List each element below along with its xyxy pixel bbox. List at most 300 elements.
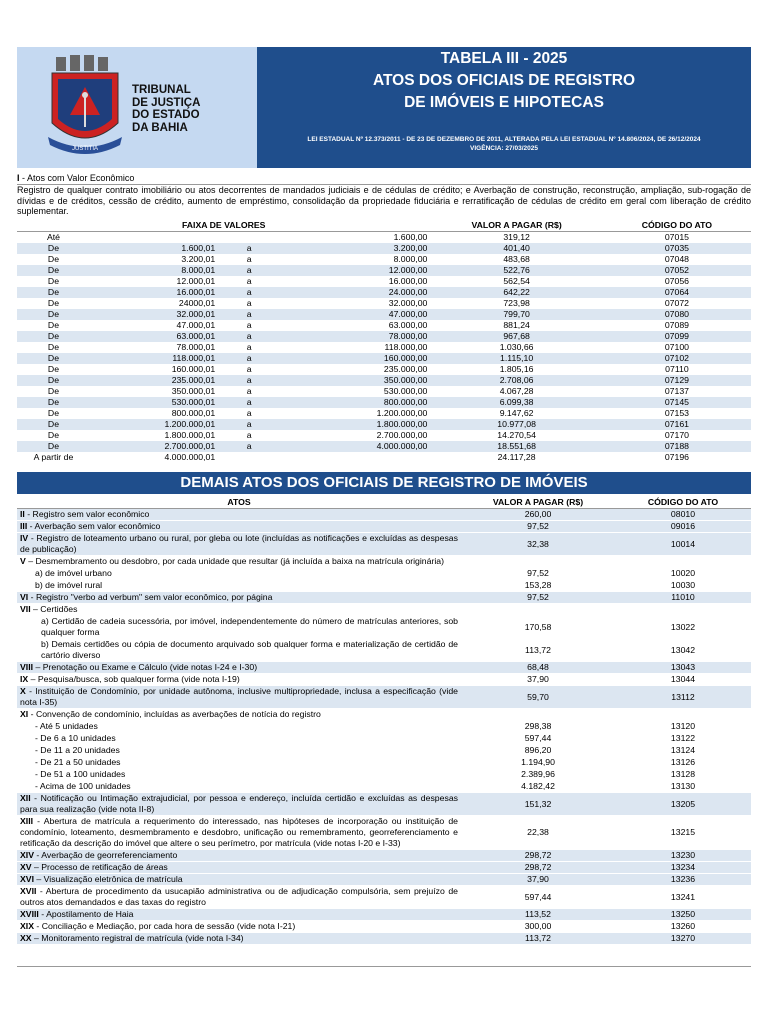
valor-cell: 522,76	[430, 265, 602, 276]
table-row	[17, 909, 751, 921]
act-text: – Desmembramento ou desdobro, por cada unidade que resultar (já incluída a baixa na matrícula originária)	[25, 556, 444, 566]
table-row	[17, 386, 751, 397]
valor-cell: 113,72	[461, 639, 615, 662]
valor-cell: 483,68	[503, 254, 530, 264]
table-row	[17, 419, 751, 430]
act-description	[17, 592, 461, 604]
code-cell: 13124	[615, 745, 751, 757]
col-valor-header-2: VALOR A PAGAR (R$)	[461, 497, 615, 509]
range-separator: a	[218, 441, 280, 452]
act-number: II	[20, 509, 25, 519]
act-text: - Convenção de condomínio, incluídas as averbações de notícia do registro	[28, 709, 321, 719]
code-cell: 13126	[615, 757, 751, 769]
code-cell: 07170	[664, 430, 689, 440]
valor-cell	[461, 604, 615, 616]
code-cell: 07089	[664, 320, 689, 330]
range-prefix: Até	[46, 232, 60, 242]
code-cell: 07153	[664, 408, 689, 418]
valor-cell: 723,98	[503, 298, 530, 308]
range-from: 47.000,01	[176, 320, 216, 330]
act-text: - Acima de 100 unidades	[35, 781, 131, 791]
range-from: 118.000,01	[90, 353, 218, 364]
valor-cell: 37,90	[461, 674, 615, 686]
act-text: – Monitoramento registral de matrícula (vide nota I-34)	[31, 933, 244, 943]
act-text: - De 6 a 10 unidades	[35, 733, 116, 743]
table-row	[17, 430, 751, 441]
valor-cell	[461, 709, 615, 721]
table-row	[17, 298, 751, 309]
valor-cell: 642,22	[430, 287, 602, 298]
table-row	[17, 556, 751, 568]
code-cell: 07064	[603, 287, 751, 298]
range-separator: a	[218, 331, 280, 342]
code-cell: 07048	[664, 254, 689, 264]
valor-cell: 153,28	[461, 580, 615, 592]
code-cell: 07080	[603, 309, 751, 320]
valor-cell: 4.182,42	[461, 781, 615, 793]
code-cell	[615, 556, 751, 568]
range-from: 235.000,01	[90, 375, 218, 386]
range-from: 24000,01	[178, 298, 216, 308]
valor-cell: 6.099,38	[430, 397, 602, 408]
act-text: - Registro "verbo ad verbum" sem valor econômico, por página	[28, 592, 273, 602]
range-prefix: De	[17, 287, 90, 298]
code-cell: 13241	[615, 886, 751, 909]
act-description	[17, 769, 461, 781]
range-from: 4.000.000,01	[164, 452, 216, 462]
act-description	[17, 862, 461, 874]
vigencia: VIGÊNCIA: 27/03/2025	[470, 145, 538, 152]
range-from: 63.000,01	[90, 331, 218, 342]
code-cell: 13042	[615, 639, 751, 662]
act-description	[17, 886, 461, 909]
table-row	[17, 757, 751, 769]
table-row	[17, 921, 751, 933]
range-from: 1.200.000,01	[90, 419, 218, 430]
code-cell: 07052	[603, 265, 751, 276]
table-row	[17, 243, 751, 254]
table-row	[17, 397, 751, 408]
code-cell: 13120	[615, 721, 751, 733]
valor-cell: 1.194,90	[461, 757, 615, 769]
valor-cell: 151,32	[461, 793, 615, 816]
range-separator: a	[218, 287, 280, 298]
valor-cell: 1.805,16	[499, 364, 534, 374]
bottom-rule	[17, 966, 751, 967]
valor-cell	[461, 556, 615, 568]
range-prefix: De	[47, 408, 60, 418]
valor-cell: 97,52	[461, 592, 615, 604]
range-separator: a	[246, 276, 252, 286]
act-description	[17, 793, 461, 816]
valor-cell: 14.270,54	[497, 430, 536, 440]
act-description	[17, 733, 461, 745]
table-row	[17, 521, 751, 533]
range-prefix: De	[47, 320, 60, 330]
table-row	[17, 662, 751, 674]
range-to: 800.000,00	[280, 397, 430, 408]
table-row	[17, 745, 751, 757]
range-to: 47.000,00	[280, 309, 430, 320]
act-text: - De 11 a 20 unidades	[35, 745, 120, 755]
range-separator: a	[246, 386, 252, 396]
code-cell: 07015	[664, 232, 689, 242]
code-cell: 13022	[615, 616, 751, 639]
table-row	[17, 686, 751, 709]
value-range-table	[17, 220, 751, 463]
table-subtitle-2: DE IMÓVEIS E HIPOTECAS	[404, 94, 604, 111]
table-row	[17, 568, 751, 580]
act-description	[17, 757, 461, 769]
range-prefix: De	[17, 243, 90, 254]
act-text: a) de imóvel urbano	[35, 568, 112, 578]
range-from: 78.000,01	[176, 342, 216, 352]
table-row	[17, 616, 751, 639]
range-to: 16.000,00	[388, 276, 428, 286]
table-title: TABELA III - 2025	[440, 50, 568, 67]
valor-cell: 401,40	[430, 243, 602, 254]
code-cell: 11010	[615, 592, 751, 604]
table-row	[17, 850, 751, 862]
code-cell	[615, 709, 751, 721]
act-description	[17, 521, 461, 533]
code-cell: 07056	[664, 276, 689, 286]
range-to: 2.700.000,00	[376, 430, 428, 440]
section-1-title: I - Atos com Valor Econômico	[17, 173, 135, 183]
valor-cell: 967,68	[430, 331, 602, 342]
table-row	[17, 733, 751, 745]
act-description	[17, 745, 461, 757]
valor-cell: 597,44	[461, 733, 615, 745]
range-prefix: De	[17, 441, 90, 452]
table-row	[17, 816, 751, 850]
act-number: XX	[20, 933, 32, 943]
court-logo-panel	[17, 47, 257, 168]
range-prefix: De	[47, 364, 60, 374]
code-cell: 07161	[603, 419, 751, 430]
code-cell: 13205	[615, 793, 751, 816]
range-from: 3.200,01	[181, 254, 216, 264]
code-cell: 13230	[615, 850, 751, 862]
table-row	[17, 265, 751, 276]
table-row	[17, 331, 751, 342]
code-cell: 10030	[615, 580, 751, 592]
act-description	[17, 781, 461, 793]
code-cell: 08010	[615, 509, 751, 521]
valor-cell: 24.117,28	[497, 452, 536, 462]
valor-cell: 1.030,66	[499, 342, 534, 352]
act-number: VI	[20, 592, 29, 602]
table-row	[17, 320, 751, 331]
act-number: V	[20, 556, 26, 566]
valor-cell: 10.977,08	[430, 419, 602, 430]
act-number: XI	[20, 709, 29, 719]
act-text: – Prenotação ou Exame e Cálculo (vide notas I-24 e I-30)	[33, 662, 258, 672]
table-row	[17, 408, 751, 419]
act-number: IV	[20, 533, 29, 543]
range-separator: a	[218, 375, 280, 386]
table-row	[17, 592, 751, 604]
valor-cell: 562,54	[503, 276, 530, 286]
range-to: 350.000,00	[280, 375, 430, 386]
table-row	[17, 674, 751, 686]
act-number: X	[20, 686, 26, 696]
range-to: 235.000,00	[383, 364, 428, 374]
valor-cell: 1.115,10	[430, 353, 602, 364]
act-number: XVI	[20, 874, 35, 884]
act-text: - Notificação ou Intimação extrajudicial, por pessoa e endereço, incluída certidão e excluídas as despesas para sua realização (vide nota II-8)	[20, 793, 458, 814]
range-to: 4.000.000,00	[280, 441, 430, 452]
valor-cell: 300,00	[461, 921, 615, 933]
valor-cell: 896,20	[461, 745, 615, 757]
table-row	[17, 287, 751, 298]
range-prefix: De	[47, 386, 60, 396]
range-from: 530.000,01	[90, 397, 218, 408]
svg-text:JUSTITIA: JUSTITIA	[71, 146, 99, 152]
range-prefix: De	[17, 397, 90, 408]
range-to: 530.000,00	[383, 386, 428, 396]
range-to: 1.800.000,00	[280, 419, 430, 430]
act-number: III	[20, 521, 28, 531]
act-number: XIX	[20, 921, 35, 931]
table-row	[17, 309, 751, 320]
valor-cell: 97,52	[461, 568, 615, 580]
act-description	[17, 909, 461, 921]
table-row	[17, 509, 751, 521]
act-description	[17, 639, 461, 662]
act-text: b) Demais certidões ou cópia de documento arquivado sob qualquer forma e materialização de certidão de cartório diverso	[41, 639, 458, 660]
valor-cell: 113,72	[461, 933, 615, 945]
range-prefix: A partir de	[33, 452, 74, 462]
section-1-description: Registro de qualquer contrato imobiliário ou atos decorrentes de mandados judiciais e de cédulas de crédito; e Averbação de construção, reconstrução, ampliação, sub-rogação de dívidas e de créditos, cessão de crédito, aumento de empréstimo, consolidação da propriedade fiduciária e rerratificação de cédulas de crédito em geral com liberação de crédito suplementar.	[17, 185, 751, 216]
act-description	[17, 568, 461, 580]
valor-cell: 59,70	[461, 686, 615, 709]
range-separator: a	[218, 419, 280, 430]
table-row	[17, 580, 751, 592]
range-separator	[218, 232, 280, 244]
acts-table	[17, 497, 751, 944]
range-separator: a	[246, 342, 252, 352]
table-row	[17, 604, 751, 616]
col-codigo-header: CÓDIGO DO ATO	[603, 220, 751, 232]
valor-cell: 298,38	[461, 721, 615, 733]
table-row	[17, 721, 751, 733]
code-cell: 13112	[615, 686, 751, 709]
range-to: 63.000,00	[388, 320, 428, 330]
range-separator: a	[246, 364, 252, 374]
code-cell: 13250	[615, 909, 751, 921]
range-to: 78.000,00	[280, 331, 430, 342]
range-to: 8.000,00	[393, 254, 428, 264]
law-reference: LEI ESTADUAL Nº 12.373/2011 - DE 23 DE DEZEMBRO DE 2011, ALTERADA PELA LEI ESTADUAL Nº 14.806/2024, DE 26/12/2024 VIGÊNCIA: 27/03/2025	[257, 135, 751, 153]
range-prefix: De	[17, 265, 90, 276]
table-row	[17, 452, 751, 463]
act-text: - Averbação de georreferenciamento	[34, 850, 178, 860]
range-separator: a	[246, 254, 252, 264]
range-from: 16.000,01	[90, 287, 218, 298]
code-cell: 13215	[615, 816, 751, 850]
act-text: - Conciliação e Mediação, por cada hora de sessão (vide nota I-21)	[34, 921, 296, 931]
table-row	[17, 441, 751, 452]
act-description	[17, 850, 461, 862]
court-name: TRIBUNAL DE JUSTIÇA DO ESTADO DA BAHIA	[132, 84, 201, 134]
code-cell: 07196	[664, 452, 689, 462]
table-row	[17, 533, 751, 556]
act-number: XII	[20, 793, 31, 803]
act-text: - De 51 a 100 unidades	[35, 769, 126, 779]
code-cell: 13044	[615, 674, 751, 686]
valor-cell: 32,38	[461, 533, 615, 556]
act-text: - Abertura de procedimento da usucapião administrativa ou de adjudicação compulsória, sem prejuízo de outros atos demandados e das taxas do registro	[20, 886, 458, 907]
value-range-table-wrap	[17, 220, 751, 463]
col-valor-header: VALOR A PAGAR (R$)	[430, 220, 602, 232]
code-cell: 07072	[664, 298, 689, 308]
act-number: XIV	[20, 850, 35, 860]
code-cell: 13128	[615, 769, 751, 781]
valor-cell: 2.389,96	[461, 769, 615, 781]
code-cell: 13260	[615, 921, 751, 933]
range-prefix: De	[47, 342, 60, 352]
act-number: VII	[20, 604, 31, 614]
range-prefix: De	[47, 430, 60, 440]
range-to: 1.200.000,00	[376, 408, 428, 418]
table-row	[17, 933, 751, 945]
act-text: - Apostilamento de Haia	[38, 909, 134, 919]
valor-cell: 37,90	[461, 874, 615, 886]
range-from: 12.000,01	[176, 276, 216, 286]
range-from: 8.000,01	[90, 265, 218, 276]
range-prefix: De	[47, 298, 60, 308]
range-to: 118.000,00	[384, 342, 428, 352]
act-description	[17, 933, 461, 945]
section-2-banner: DEMAIS ATOS DOS OFICIAIS DE REGISTRO DE IMÓVEIS	[17, 472, 751, 494]
code-cell: 13122	[615, 733, 751, 745]
code-cell: 07099	[603, 331, 751, 342]
table-row	[17, 769, 751, 781]
code-cell: 07137	[664, 386, 689, 396]
valor-cell: 2.708,06	[430, 375, 602, 386]
code-cell: 07188	[603, 441, 751, 452]
range-prefix: De	[17, 309, 90, 320]
range-to: 24.000,00	[280, 287, 430, 298]
act-text: a) Certidão de cadeia sucessória, por imóvel, independentemente do número de matrículas anteriores, sob qualquer forma	[41, 616, 458, 637]
range-prefix: De	[47, 276, 60, 286]
range-from: 350.000,01	[171, 386, 216, 396]
code-cell: 13236	[615, 874, 751, 886]
range-prefix: De	[17, 331, 90, 342]
range-prefix: De	[17, 375, 90, 386]
code-cell: 10014	[615, 533, 751, 556]
valor-cell: 298,72	[461, 850, 615, 862]
range-separator: a	[246, 430, 252, 440]
act-description	[17, 556, 461, 568]
code-cell: 13130	[615, 781, 751, 793]
court-seal-icon	[42, 53, 128, 163]
valor-cell: 881,24	[503, 320, 530, 330]
valor-cell: 260,00	[461, 509, 615, 521]
table-row	[17, 639, 751, 662]
table-row	[17, 862, 751, 874]
code-cell: 07110	[665, 364, 689, 374]
act-text: - Averbação sem valor econômico	[27, 521, 161, 531]
valor-cell: 170,58	[461, 616, 615, 639]
act-number: XIII	[20, 816, 34, 826]
range-from: 32.000,01	[90, 309, 218, 320]
act-text: - Registro de loteamento urbano ou rural, por gleba ou lote (incluídas as notificações e excluídas as despesas de publicação)	[20, 533, 458, 554]
range-from	[90, 232, 218, 244]
act-description	[17, 874, 461, 886]
valor-cell: 9.147,62	[499, 408, 534, 418]
act-text: – Certidões	[30, 604, 78, 614]
code-cell: 07129	[603, 375, 751, 386]
table-subtitle-1: ATOS DOS OFICIAIS DE REGISTRO	[372, 72, 636, 89]
act-description	[17, 616, 461, 639]
range-to: 160.000,00	[280, 353, 430, 364]
acts-table-wrap	[17, 497, 751, 944]
code-cell: 07035	[603, 243, 751, 254]
valor-cell: 18.551,68	[430, 441, 602, 452]
range-separator: a	[218, 243, 280, 254]
valor-cell: 298,72	[461, 862, 615, 874]
table-row	[17, 232, 751, 244]
table-row	[17, 364, 751, 375]
valor-cell: 597,44	[461, 886, 615, 909]
range-separator: a	[246, 298, 252, 308]
act-number: IX	[20, 674, 29, 684]
act-text: - Abertura de matrícula a requerimento do interessado, nas hipóteses de incorporação ou instituição de condomínio, loteamento, desmembramento e desdobro, unificação ou remembramento, georreferenciamento e retificação da descrição do imóvel que altere o seu perímetro, por matrícula (vide notas I-20 e I-33)	[20, 816, 458, 848]
table-row	[17, 793, 751, 816]
range-separator	[218, 452, 280, 463]
range-from: 800.000,01	[171, 408, 216, 418]
act-text: – Processo de retificação de áreas	[31, 862, 168, 872]
act-text: - Registro sem valor econômico	[24, 509, 150, 519]
code-cell: 07102	[603, 353, 751, 364]
act-number: XV	[20, 862, 32, 872]
table-row	[17, 874, 751, 886]
table-row	[17, 276, 751, 287]
col-atos-header: ATOS	[17, 497, 461, 509]
act-description	[17, 580, 461, 592]
code-cell: 07145	[603, 397, 751, 408]
act-text: - De 21 a 50 unidades	[35, 757, 121, 767]
act-description	[17, 816, 461, 850]
range-prefix: De	[47, 254, 60, 264]
table-row	[17, 375, 751, 386]
act-description	[17, 533, 461, 556]
range-to: 3.200,00	[280, 243, 430, 254]
range-to: 12.000,00	[280, 265, 430, 276]
range-to	[280, 452, 430, 463]
table-row	[17, 342, 751, 353]
range-from: 2.700.000,01	[90, 441, 218, 452]
range-separator: a	[246, 320, 252, 330]
act-description	[17, 509, 461, 521]
range-separator: a	[218, 353, 280, 364]
range-separator: a	[218, 309, 280, 320]
act-text: - Instituição de Condomínio, por unidade autônoma, inclusive multipropriedade, inclusa a especificação (vide nota I-35)	[20, 686, 458, 707]
title-panel	[257, 47, 751, 168]
code-cell: 07100	[664, 342, 689, 352]
col-faixa-header: FAIXA DE VALORES	[17, 220, 430, 232]
range-from: 1.800.000,01	[164, 430, 216, 440]
table-row	[17, 254, 751, 265]
act-number: XVIII	[20, 909, 39, 919]
code-cell: 10020	[615, 568, 751, 580]
act-description	[17, 662, 461, 674]
valor-cell: 113,52	[461, 909, 615, 921]
table-row	[17, 353, 751, 364]
range-from: 1.600,01	[90, 243, 218, 254]
